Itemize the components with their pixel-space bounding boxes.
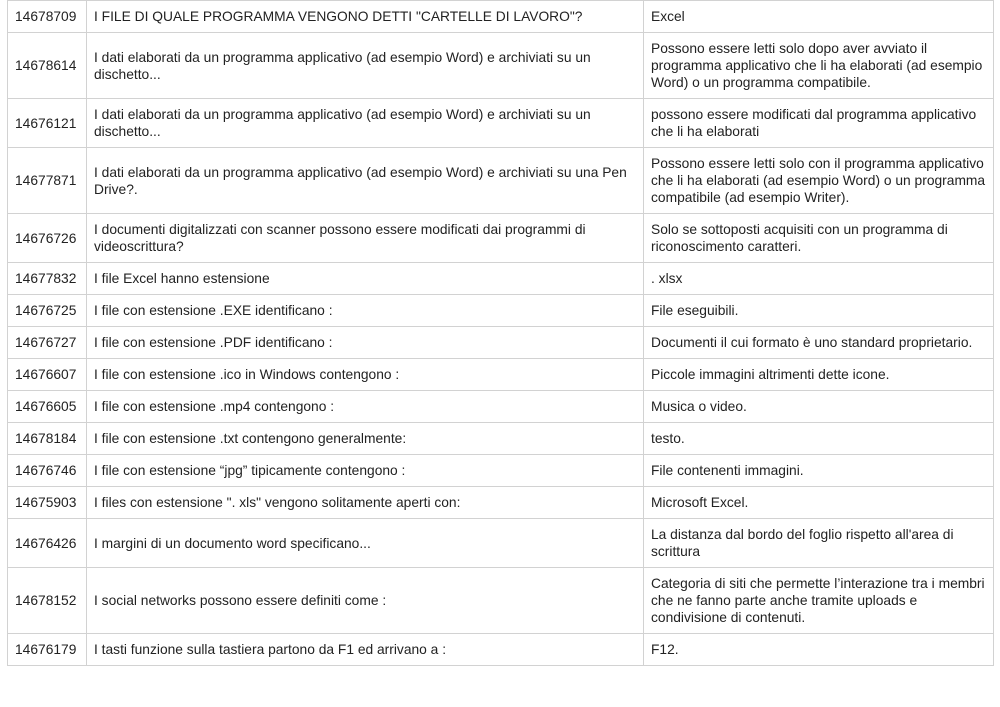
table-row bbox=[8, 423, 994, 455]
question-text: I files con estensione ". xls" vengono solitamente aperti con: bbox=[87, 487, 644, 519]
qa-document bbox=[7, 0, 993, 666]
qa-table bbox=[7, 0, 994, 666]
question-id: 14676121 bbox=[8, 99, 87, 148]
answer-text: Categoria di siti che permette l’interazione tra i membri che ne fanno parte anche tramite uploads e condivisione di contenuti. bbox=[644, 568, 994, 634]
question-id: 14677832 bbox=[8, 263, 87, 295]
question-text: I FILE DI QUALE PROGRAMMA VENGONO DETTI "CARTELLE DI LAVORO"? bbox=[87, 1, 644, 33]
question-text: I file con estensione .txt contengono generalmente: bbox=[87, 423, 644, 455]
question-id: 14678614 bbox=[8, 33, 87, 99]
table-row bbox=[8, 391, 994, 423]
question-id: 14676179 bbox=[8, 634, 87, 666]
answer-text: File eseguibili. bbox=[644, 295, 994, 327]
answer-text: Possono essere letti solo con il programma applicativo che li ha elaborati (ad esempio Word) o un programma compatibile (ad esempio Writer). bbox=[644, 148, 994, 214]
table-row bbox=[8, 99, 994, 148]
question-id: 14677871 bbox=[8, 148, 87, 214]
question-id: 14676607 bbox=[8, 359, 87, 391]
table-row bbox=[8, 487, 994, 519]
question-text: I file con estensione .PDF identificano : bbox=[87, 327, 644, 359]
question-text: I dati elaborati da un programma applicativo (ad esempio Word) e archiviati su una Pen Drive?. bbox=[87, 148, 644, 214]
table-row bbox=[8, 568, 994, 634]
question-id: 14676605 bbox=[8, 391, 87, 423]
table-row bbox=[8, 455, 994, 487]
table-row bbox=[8, 295, 994, 327]
answer-text: F12. bbox=[644, 634, 994, 666]
table-row bbox=[8, 519, 994, 568]
answer-text: possono essere modificati dal programma applicativo che li ha elaborati bbox=[644, 99, 994, 148]
question-text: I tasti funzione sulla tastiera partono da F1 ed arrivano a : bbox=[87, 634, 644, 666]
answer-text: . xlsx bbox=[644, 263, 994, 295]
table-row bbox=[8, 634, 994, 666]
question-text: I file con estensione .ico in Windows contengono : bbox=[87, 359, 644, 391]
answer-text: Piccole immagini altrimenti dette icone. bbox=[644, 359, 994, 391]
question-text: I file con estensione .EXE identificano : bbox=[87, 295, 644, 327]
table-row bbox=[8, 263, 994, 295]
answer-text: Excel bbox=[644, 1, 994, 33]
answer-text: Solo se sottoposti acquisiti con un programma di riconoscimento caratteri. bbox=[644, 214, 994, 263]
question-id: 14678152 bbox=[8, 568, 87, 634]
question-id: 14676746 bbox=[8, 455, 87, 487]
question-id: 14675903 bbox=[8, 487, 87, 519]
table-row bbox=[8, 148, 994, 214]
question-text: I dati elaborati da un programma applicativo (ad esempio Word) e archiviati su un dischetto... bbox=[87, 99, 644, 148]
question-id: 14676426 bbox=[8, 519, 87, 568]
answer-text: Musica o video. bbox=[644, 391, 994, 423]
question-text: I file con estensione “jpg” tipicamente contengono : bbox=[87, 455, 644, 487]
question-id: 14676725 bbox=[8, 295, 87, 327]
question-id: 14676726 bbox=[8, 214, 87, 263]
question-text: I dati elaborati da un programma applicativo (ad esempio Word) e archiviati su un dischetto... bbox=[87, 33, 644, 99]
answer-text: Documenti il cui formato è uno standard proprietario. bbox=[644, 327, 994, 359]
question-text: I file Excel hanno estensione bbox=[87, 263, 644, 295]
answer-text: testo. bbox=[644, 423, 994, 455]
question-id: 14678709 bbox=[8, 1, 87, 33]
answer-text: La distanza dal bordo del foglio rispetto all'area di scrittura bbox=[644, 519, 994, 568]
table-row bbox=[8, 359, 994, 391]
question-text: I file con estensione .mp4 contengono : bbox=[87, 391, 644, 423]
answer-text: Possono essere letti solo dopo aver avviato il programma applicativo che li ha elaborati (ad esempio Word) o un programma compatibile. bbox=[644, 33, 994, 99]
answer-text: Microsoft Excel. bbox=[644, 487, 994, 519]
question-text: I margini di un documento word specificano... bbox=[87, 519, 644, 568]
question-id: 14676727 bbox=[8, 327, 87, 359]
table-row bbox=[8, 214, 994, 263]
question-id: 14678184 bbox=[8, 423, 87, 455]
question-text: I social networks possono essere definiti come : bbox=[87, 568, 644, 634]
question-text: I documenti digitalizzati con scanner possono essere modificati dai programmi di videoscrittura? bbox=[87, 214, 644, 263]
table-row bbox=[8, 1, 994, 33]
table-row bbox=[8, 33, 994, 99]
answer-text: File contenenti immagini. bbox=[644, 455, 994, 487]
table-row bbox=[8, 327, 994, 359]
